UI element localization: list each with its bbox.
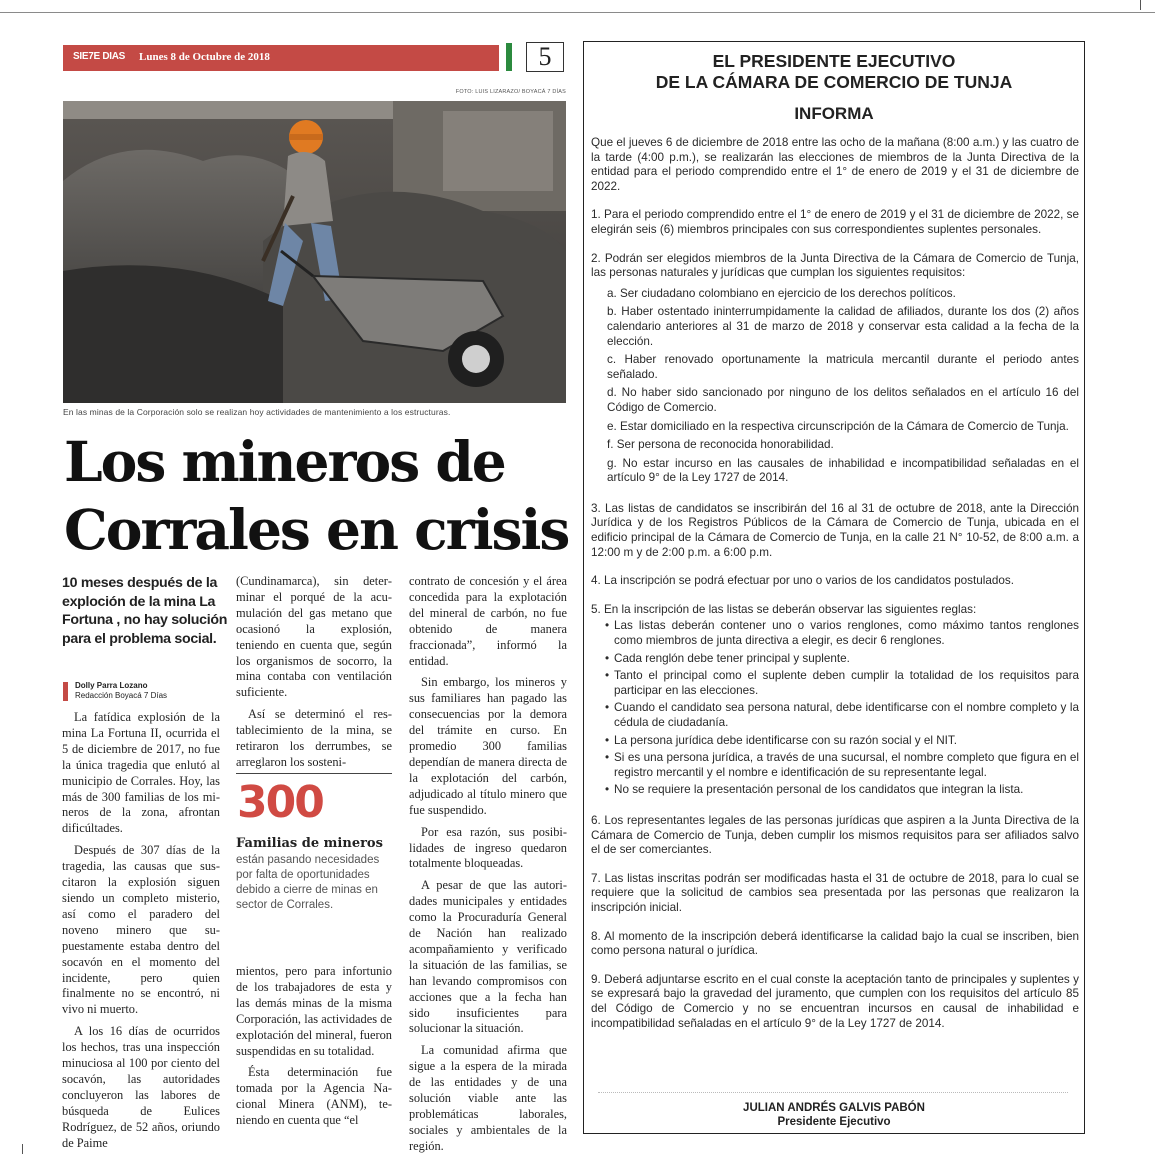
rule-item: • Las listas deberán contener uno o varios renglones, como máximo tantos renglones como miembros de junta directiva a elegir, es decir 6 renglones. xyxy=(605,619,1079,648)
section-color-marker xyxy=(506,43,512,71)
masthead-bar xyxy=(63,45,499,71)
article-column-1 xyxy=(62,710,220,1155)
paragraph: La fatídica explosión de la mina La Fortuna II, ocurrida el 5 de diciembre de 2017, no fue la única tragedia que enlutó al municipio de Corrales. Hoy, las más de 300 familias de los mineros de la zona, afrontan dificúltades. xyxy=(62,710,220,836)
notice-title xyxy=(584,51,1084,93)
rule-item: • La persona jurídica debe identificarse con su razón social y el NIT. xyxy=(605,734,1079,749)
legal-notice-box xyxy=(583,41,1085,1134)
requirement-item: e. Estar domiciliado en la respectiva circunscripción de la Cámara de Comercio de Tunja. xyxy=(607,419,1069,433)
article-column-2-top xyxy=(236,574,392,777)
masthead-date: Lunes 8 de Octubre de 2018 xyxy=(139,51,270,63)
byline-desk: Redacción Boyacá 7 Días xyxy=(75,691,168,700)
notice-title-line: DE LA CÁMARA DE COMERCIO DE TUNJA xyxy=(655,72,1013,92)
paragraph: mientos, pero para infortunio de los trabajadores de esta y las demás minas de la misma Corporación, las actividades de explotación del mineral, fueron suspendidas en su totalidad. xyxy=(236,964,392,1058)
notice-item: 5. En la inscripción de las listas se deberán observar las siguientes reglas: xyxy=(591,602,977,616)
notice-signature xyxy=(584,1101,1084,1129)
notice-item: 8. Al momento de la inscripción deberá identificarse la calidad bajo la cual se inscriben, bien como persona natural o jurídica. xyxy=(591,929,1079,958)
paragraph: Por esa razón, sus posibilidades de ingreso quedaron totalmente bloqueadas. xyxy=(409,824,567,871)
article-lead: 10 meses después de la exploción de la mina La Fortuna , no hay solución para el problema social. xyxy=(62,575,228,647)
rule-item: • Cuando el candidato sea persona natural, debe identificarse con el nombre completo y la cédula de ciudadanía. xyxy=(605,701,1079,730)
notice-intro: Que el jueves 6 de diciembre de 2018 entre las ocho de la mañana (8:00 a.m.) y las cuatro de la tarde (4:00 p.m.), se realizarán las elecciones de miembros de la Junta Directiva de la entidad para el periodo comprendido entre el 1° de enero de 2019 y el 31 de diciembre de 2022. xyxy=(591,136,1079,193)
page-number-text: 5 xyxy=(538,42,552,71)
signer-title: Presidente Ejecutivo xyxy=(777,1116,891,1128)
paragraph: A pesar de que las autoridades municipales y entidades como la Procuraduría General de Nación han realizado acompañamiento y verificado la situación de las familias, se han levando compromisos con acciones que a la fecha han sido insuficientes para solucionar la situación. xyxy=(409,878,567,1036)
notice-item: 2. Podrán ser elegidos miembros de la Junta Directiva de la Cámara de Comercio de Tunja, las personas naturales y jurídicas que cumplan los siguientes requisitos: xyxy=(591,251,1079,280)
notice-item: 6. Los representantes legales de las personas jurídicas que aspiren a la Junta Directiva de la Cámara de Comercio de Tunja, deben cumplir los mismos requisitos para ser afiliados salvo el de ser comerciantes. xyxy=(591,813,1079,857)
byline-author: Dolly Parra Lozano xyxy=(75,681,148,690)
requirement-item: a. Ser ciudadano colombiano en ejercicio de los derechos políticos. xyxy=(607,286,956,300)
requirement-item: g. No estar incurso en las causales de inhabilidad e incompatibilidad señaladas en el artículo 9° de la Ley 1727 de 2014. xyxy=(607,456,1079,485)
stat-number: 300 xyxy=(237,777,323,828)
paragraph: contrato de concesión y el área concedida para la explotación del mineral de carbón, no fue obtenido de manera fraccionada”, informó la entidad. xyxy=(409,574,567,668)
signer-name: JULIAN ANDRÉS GALVIS PABÓN xyxy=(743,1102,925,1114)
article-column-2-bottom xyxy=(236,964,392,1135)
photo-caption: En las minas de la Corporación solo se realizan hoy actividades de mantenimiento a los estructuras. xyxy=(63,407,451,417)
rule-item: • Tanto el principal como el suplente deben cumplir la totalidad de los requisitos para participar en las elecciones. xyxy=(605,669,1079,698)
photo-credit: FOTO: LUIS LIZARAZO/ BOYACÁ 7 DÍAS xyxy=(455,89,566,95)
crop-mark xyxy=(22,1144,23,1154)
paragraph: Después de 307 días de la tragedia, las causas que suscitaron la explosión siguen siendo un completo misterio, así como el paradero del noveno minero que supuestamente estaba dentro del socavón en el momento del incidente, pero quien finalmente no se encontró, ni vivo ni muerto. xyxy=(62,843,220,1017)
notice-item: 7. Las listas inscritas podrán ser modificadas hasta el 31 de octubre de 2018, para lo cual se requiere que la solicitud de cambios sea presentada por las personas que realizaron la inscripción inicial. xyxy=(591,871,1079,914)
paragraph: Ésta determinación fue tomada por la Agencia Nacional Minera (ANM), teniendo en cuenta que “el xyxy=(236,1065,392,1128)
signature-line xyxy=(598,1092,1068,1094)
rule-item: • No se requiere la presentación personal de los candidatos que integran la lista. xyxy=(605,783,1079,798)
notice-title-line: EL PRESIDENTE EJECUTIVO xyxy=(712,51,956,71)
notice-item: 9. Deberá adjuntarse escrito en el cual conste la aceptación tanto de principales y suplentes y se expresará bajo la gravedad del juramento, que cumplen con los requisitos del artículo 85 del Código de Comercio y no se encuentran incursos en causal de inhabilidad e incompatibilidad señaladas en el artículo 9° de la Ley 1727 de 2014. xyxy=(591,972,1079,1030)
crop-mark xyxy=(1140,0,1141,10)
article-column-3 xyxy=(409,574,567,1155)
notice-item: 3. Las listas de candidatos se inscribirán del 16 al 31 de octubre de 2018, ante la Dirección Jurídica y de los Registros Públicos de la Cámara de Comercio de Tunja, ubicada en el edificio principal de la Cámara de Comercio de Tunja, en la calle 21 N° 10-52, de 8:00 a.m. a 12:00 m y de 2:00 p.m. a 6:00 p.m. xyxy=(591,501,1079,559)
requirement-item: b. Haber ostentado ininterrumpidamente la calidad de afiliados, durante los dos (2) años calendario anteriores al 31 de marzo de 2018 y conservar esta calidad a la fecha de la elección. xyxy=(607,305,1079,348)
byline-marker xyxy=(63,682,68,701)
rule-item: • Cada renglón debe tener principal y suplente. xyxy=(605,652,1079,667)
article-photo xyxy=(63,101,566,403)
paragraph: Sin embargo, los mineros y sus familiares han pagado las consecuencias por la demora del trámite en curso. En promedio 300 familias dependían de manera directa de la explotación del carbón, adjudicado al título minero que fue suspendido. xyxy=(409,675,567,817)
stat-label: Familias de mineros xyxy=(236,836,383,851)
paragraph: A los 16 días de ocurridos los hechos, tras una inspección minuciosa al 100 por ciento del socavón, las autoridades concluyeron las labores de búsqueda de Eulices Rodríguez, de 52 años, oriundo de Paime xyxy=(62,1024,220,1150)
requirement-item: c. Haber renovado oportunamente la matricula mercantil durante el periodo antes señalado. xyxy=(607,353,1079,381)
notice-body xyxy=(591,136,1079,1045)
paragraph: Así se determinó el restablecimiento de la mina, se retiraron los derrumbes, se arreglaron los sosteni- xyxy=(236,707,392,769)
paragraph: (Cundinamarca), sin determinar el porqué de la acumulación del gas metano que ocasionó la explosión, teniendo en cuenta que, según los organismos de socorro, la mina contaba con ventilación suficiente. xyxy=(236,574,392,700)
notice-subtitle: INFORMA xyxy=(794,104,874,123)
stat-description: están pasando necesidades por falta de oportunidades debido a cierre de minas en sector de Corrales. xyxy=(236,854,380,911)
notice-item: 4. La inscripción se podrá efectuar por uno o varios de los candidatos postulados. xyxy=(591,574,1014,588)
page-top-rule xyxy=(0,12,1155,13)
paragraph: La comunidad afirma que sigue a la espera de la mirada de las entidades y de una solución viable ante las problemáticas laborales, sociales y ambientales de la región. xyxy=(409,1043,567,1153)
notice-item: 1. Para el periodo comprendido entre el 1° de enero de 2019 y el 31 de diciembre de 2022, se elegirán seis (6) miembros principales con sus correspondientes suplentes personales. xyxy=(591,208,1079,236)
stat-divider xyxy=(236,773,392,774)
headline: Los mineros de Corrales en crisis xyxy=(64,429,569,562)
miner-wheelbarrow-photo xyxy=(63,101,566,403)
rule-item: • Si es una persona jurídica, a través de una sucursal, el nombre completo que figura en el registro mercantil y el nombre e identificación de su representante legal. xyxy=(605,751,1079,780)
requirement-item: f. Ser persona de reconocida honorabilidad. xyxy=(607,438,834,452)
requirement-item: d. No haber sido sancionado por ninguno de los delitos señalados en el artículo 16 del Código de Comercio. xyxy=(607,386,1079,414)
page-number xyxy=(526,42,564,72)
masthead-brand: SIE7E DIAS xyxy=(73,51,126,62)
